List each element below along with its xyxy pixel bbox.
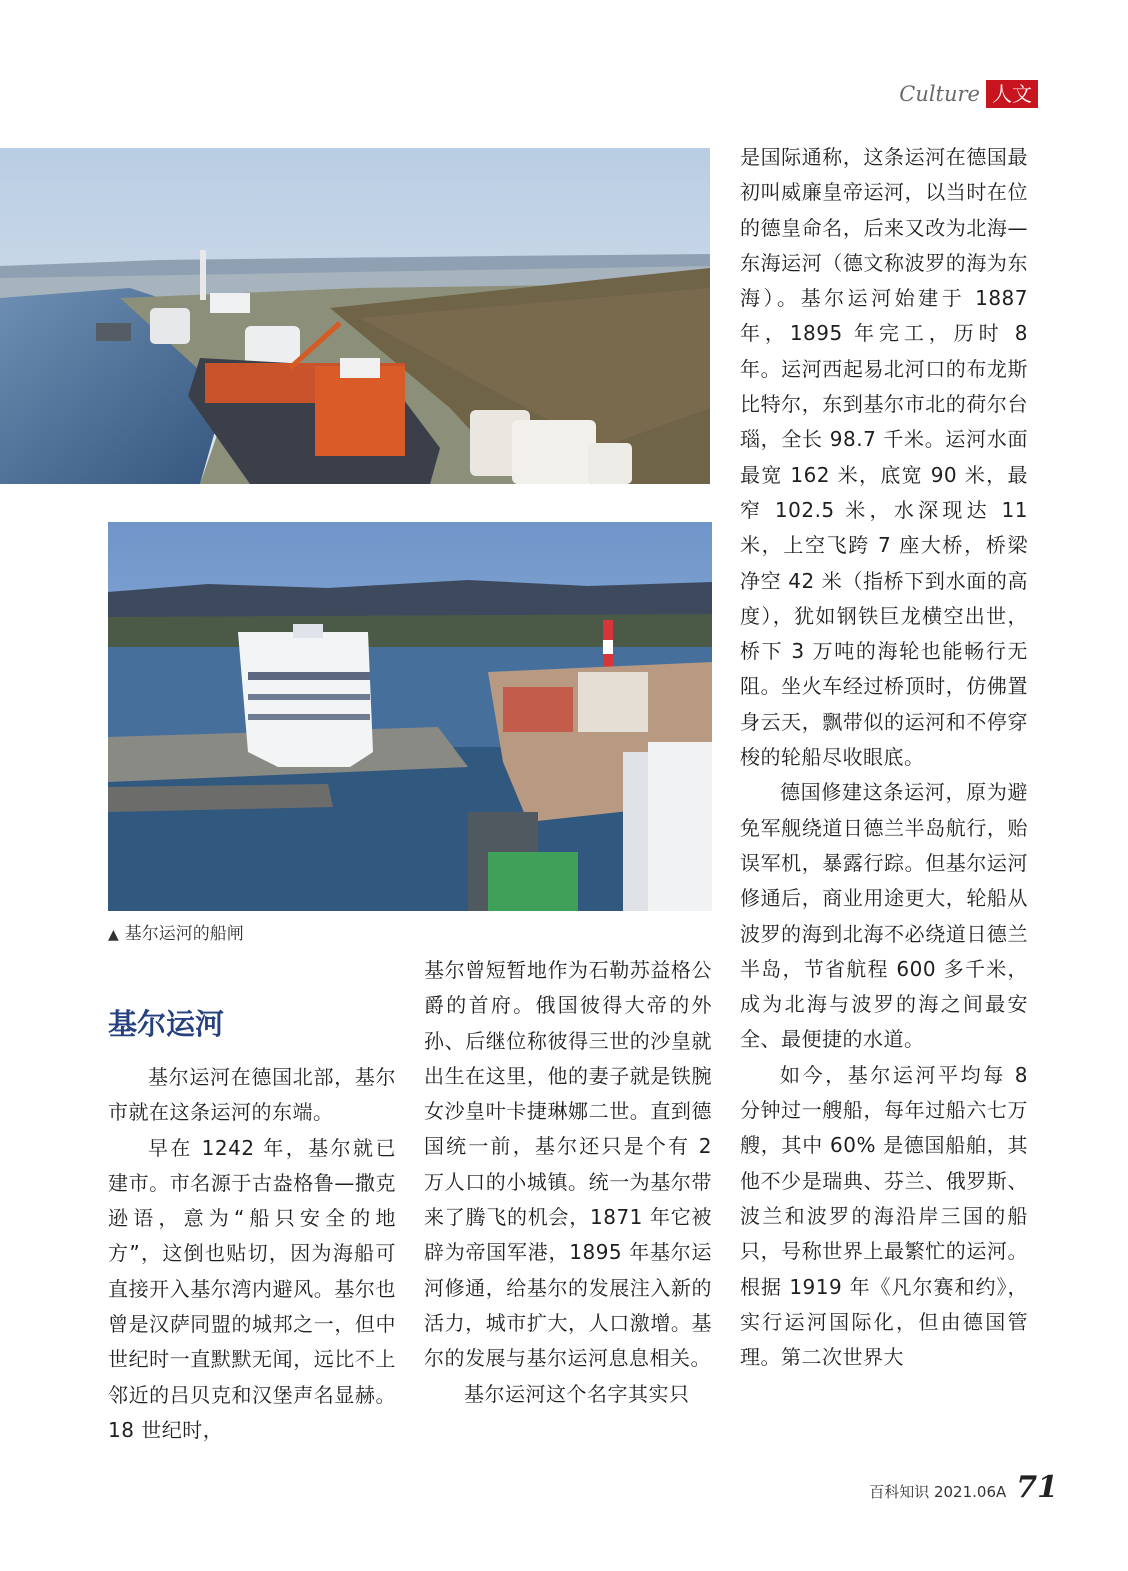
photo-caption [108, 922, 244, 947]
paragraph: 基尔曾短暂地作为石勒苏益格公爵的首府。俄国彼得大帝的外孙、后继位称彼得三世的沙皇就出生在这里，他的妻子就是铁腕女沙皇叶卡捷琳娜二世。直到德国统一前，基尔还只是个有 2 万人口的小城镇。统一为基尔带来了腾飞的机会，1871 年它被辟为帝国军港，1895 年基尔运河修通，给基尔的发展注入新的活力，城市扩大，人口激增。基尔的发展与基尔运河息息相关。 [424, 958, 712, 1371]
text-column-2 [424, 953, 712, 1412]
text-column-3 [740, 140, 1028, 1375]
paragraph: 基尔运河这个名字其实只 [464, 1381, 690, 1406]
page-number: 71 [1016, 1470, 1058, 1505]
paragraph: 基尔运河在德国北部，基尔市就在这条运河的东端。 [108, 1065, 396, 1125]
text-column-1 [108, 1060, 396, 1448]
magazine-issue: 百科知识 2021.06A [869, 1483, 1007, 1501]
cruise-ship-lock-photo [108, 522, 712, 911]
paragraph: 德国修建这条运河，原为避免军舰绕道日德兰半岛航行，贻误军机，暴露行踪。但基尔运河修通后，商业用途更大，轮船从波罗的海到北海不必绕道日德兰半岛，节省航程 600 多千米，成为北海与波罗的海之间最安全、最便捷的水道。 [740, 780, 1028, 1052]
article-title: 基尔运河 [108, 1007, 225, 1041]
section-label-en: Culture [899, 82, 980, 106]
caption-text: 基尔运河的船闸 [124, 924, 244, 944]
triangle-marker-icon: ▲ [108, 927, 119, 943]
page-footer [869, 1470, 1058, 1505]
paragraph: 是国际通称，这条运河在德国最初叫威廉皇帝运河，以当时在位的德皇命名，后来又改为北海—东海运河（德文称波罗的海为东海）。基尔运河始建于 1887 年，1895 年完工，历时 8 年。运河西起易北河口的布龙斯比特尔，东到基尔市北的荷尔台瑙，全长 98.7 千米。运河水面最宽 162 米，底宽 90 米，最窄 102.5 米，水深现达 11 米，上空飞跨 7 座大桥，桥梁净空 42 米（指桥下到水面的高度），犹如钢铁巨龙横空出世，桥下 3 万吨的海轮也能畅行无阻。坐火车经过桥顶时，仿佛置身云天，飘带似的运河和不停穿梭的轮船尽收眼底。 [740, 145, 1028, 770]
canal-harbor-photo [0, 148, 710, 484]
paragraph: 早在 1242 年，基尔就已建市。市名源于古盎格鲁—撒克逊语，意为“船只安全的地方”，这倒也贴切，因为海船可直接开入基尔湾内避风。基尔也曾是汉萨同盟的城邦之一，但中世纪时一直默默无闻，远比不上邻近的吕贝克和汉堡声名显赫。18 世纪时， [108, 1135, 396, 1442]
section-header [899, 80, 1038, 108]
section-label-cn: 人文 [986, 80, 1038, 108]
paragraph: 如今，基尔运河平均每 8 分钟过一艘船，每年过船六七万艘，其中 60% 是德国船舶，其他不少是瑞典、芬兰、俄罗斯、波兰和波罗的海沿岸三国的船只，号称世界上最繁忙的运河。根据 1919 年《凡尔赛和约》，实行运河国际化，但由德国管理。第二次世界大 [740, 1062, 1028, 1370]
